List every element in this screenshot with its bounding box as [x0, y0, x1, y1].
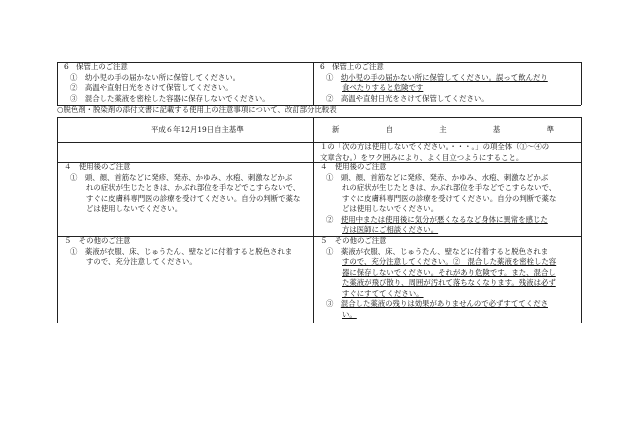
row2-right-cell	[320, 162, 556, 236]
row2-right-item-1: ① 頭、顔、首筋などに発疹、発赤、かゆみ、水疱、刺激などかぶ	[326, 172, 549, 182]
top-left-heading: 6 保管上のご注意	[64, 62, 128, 71]
row2-right-item-2: ② 使用中または使用後に気分が悪くなるなど身体に異常を感じた	[326, 214, 548, 224]
top-left-item-1: ① 幼小児の手の届かない所に保管してください。	[70, 72, 241, 82]
row3-left-line-2: すので、充分注意してください。	[86, 257, 197, 266]
row3-left-cell	[64, 236, 292, 268]
top-right-cell	[320, 62, 548, 104]
row2-left-line-2: れの症状が生じたときは、かぶれ部位を手などでこすらないで、	[86, 183, 301, 192]
row3-left-item-1: ① 薬液が衣服、床、じゅうたん、壁などに付着すると脱色されま	[70, 246, 293, 256]
row2-right-item-2-line-2: 方は医師にご相談ください。	[342, 225, 439, 234]
row3-right-item-1-line-3: 器に保存しないでください。それがあり危険です。また、混合し	[342, 267, 556, 277]
row3-right-item-1-line-2: すので、充分注意してください。② 混合した薬液を密栓した容	[342, 257, 557, 266]
row3-right-cell	[320, 236, 556, 320]
row3-left-heading: ５ その他のご注意	[64, 236, 131, 245]
row2-right-item-1-line-4: どは使用しないでください。	[342, 204, 439, 213]
header-new-standard: 新 自 主 基 準	[332, 125, 554, 134]
row2-right-item-1-line-3: すぐに皮膚科専門医の診療を受けてください。自分の判断で薬な	[342, 193, 557, 203]
top-table-border-left	[57, 62, 58, 105]
row3-right-item-1-line-4: た薬液が飛び散り、周囲が汚れて落ちなくなります。残液は必ず	[342, 278, 556, 287]
comparison-table-caption: ○脱色剤・脱染剤の添付文書に記載する使用上の注意事項について、改訂部分比較表	[57, 105, 337, 114]
main-table-border-right	[581, 117, 582, 323]
row3-right-heading: ５ その他のご注意	[320, 236, 387, 245]
top-left-item-3: ③ 混合した薬液を密栓した容器に保存しないでください。	[70, 93, 270, 103]
row1-right-cell	[320, 142, 549, 163]
main-table-border-left	[57, 117, 58, 323]
row2-left-line-3: すぐに皮膚科専門医の診療を受けてください。自分の判断で薬な	[86, 193, 301, 203]
top-table-divider	[313, 62, 314, 105]
row3-right-item-3: ③ 混合した薬液の残りは効果がありませんので必ずすててくださ	[326, 299, 548, 308]
row2-left-cell	[64, 162, 300, 215]
main-table-border-top	[57, 117, 581, 118]
row2-left-item-1: ① 頭、顔、首筋などに発疹、発赤、かゆみ、水疱、刺激などかぶ	[70, 172, 293, 182]
top-right-heading: 6 保管上のご注意	[320, 62, 384, 71]
row3-right-item-1: ① 薬液が衣服、床、じゅうたん、壁などに付着すると脱色されま	[326, 246, 549, 256]
row2-left-line-4: どは使用しないでください。	[86, 204, 183, 213]
top-left-cell	[64, 62, 270, 104]
top-right-item-1: ① 幼小児の手の届かない所に保管してください。誤って飲んだり	[326, 72, 548, 82]
header-old-standard: 平成６年12月19日自主基準	[151, 125, 244, 134]
row1-right-line-2: 文章含む。）をワク囲みにより、よく目立つようにすること。	[320, 152, 524, 162]
top-right-item-2: ② 高温や直射日光をさけて保管してください。	[326, 93, 489, 103]
top-left-item-2: ② 高温や直射日光をさけて保管してください。	[70, 83, 233, 92]
main-table-divider	[313, 117, 314, 323]
row2-right-heading: ４ 使用後のご注意	[320, 162, 387, 171]
row3-right-item-3-line-2: い。	[342, 309, 357, 319]
row2-left-heading: ４ 使用後のご注意	[64, 162, 131, 171]
row2-right-item-1-line-2: れの症状が生じたときは、かぶれ部位を手などでこすらないで、	[342, 183, 557, 192]
top-table-border-right	[581, 62, 582, 105]
top-right-item-1-cont: 食べたりすると危険です	[342, 83, 424, 92]
row3-right-item-1-line-5: すぐにすててください。	[342, 288, 424, 298]
row1-right-line-1: １の「次の方は使用しないでください。・・・。」の項全体（①～④の	[320, 142, 550, 151]
